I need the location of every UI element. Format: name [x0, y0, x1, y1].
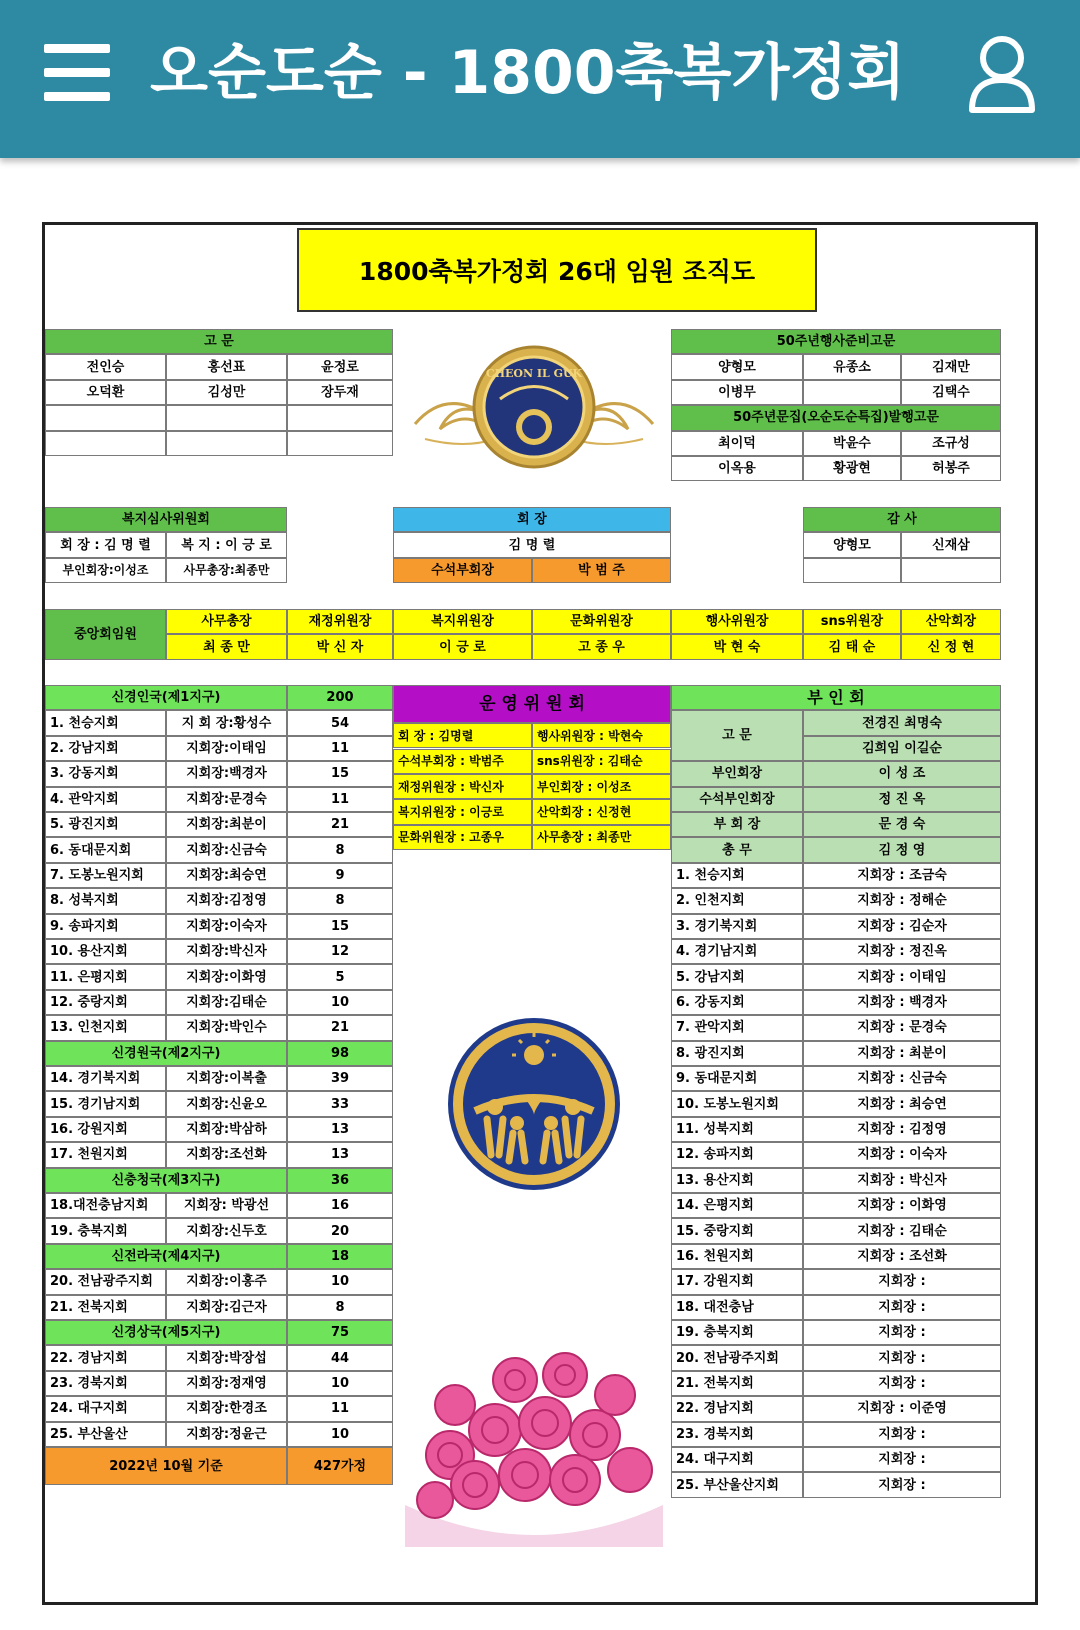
womens-chapter-name: 16. 천원지회	[671, 1244, 803, 1269]
advisor-name: 홍선표	[166, 354, 287, 379]
womens-chapter-name: 23. 경북지회	[671, 1422, 803, 1447]
chapter-family-count: 10	[287, 1422, 393, 1447]
advisors-header: 고 문	[45, 329, 393, 354]
central-officers-label: 중앙회임원	[45, 609, 166, 660]
menu-button[interactable]	[44, 44, 110, 102]
chapter-family-count: 10	[287, 1269, 393, 1294]
womens-chapter-leader: 지회장 : 이준영	[803, 1396, 1001, 1421]
chapter-name: 8. 성북지회	[45, 888, 166, 913]
womens-chapter-name: 20. 전남광주지회	[671, 1345, 803, 1370]
chapter-name: 4. 관악지회	[45, 787, 166, 812]
chapter-family-count: 44	[287, 1345, 393, 1370]
chapter-leader: 지회장:이홍주	[166, 1269, 287, 1294]
org-chart-image	[42, 222, 1038, 1605]
womens-chapter-name: 11. 성북지회	[671, 1117, 803, 1142]
district-total: 75	[287, 1320, 393, 1345]
womens-chapter-leader: 지회장 : 정진옥	[803, 939, 1001, 964]
womens-chapter-name: 12. 송파지회	[671, 1142, 803, 1167]
womens-chapter-leader: 지회장 :	[803, 1295, 1001, 1320]
womens-chapter-name: 14. 은평지회	[671, 1193, 803, 1218]
womens-chapter-name: 13. 용산지회	[671, 1168, 803, 1193]
welfare-secretary: 사무총장:최종만	[166, 558, 287, 583]
chapter-name: 23. 경북지회	[45, 1371, 166, 1396]
ops-member: 복지위원장 : 이긍로	[393, 799, 532, 824]
womens-advisor-names: 전경진 최명숙	[803, 710, 1001, 735]
chapter-name: 10. 용산지회	[45, 939, 166, 964]
chapter-leader: 지회장:김근자	[166, 1295, 287, 1320]
womens-chapter-name: 5. 강남지회	[671, 964, 803, 989]
womens-chapter-name: 18. 대전충남	[671, 1295, 803, 1320]
president-name: 김 명 렬	[393, 532, 671, 557]
central-officer-name: 신 정 현	[901, 634, 1001, 659]
womens-chapter-name: 10. 도봉노원지회	[671, 1091, 803, 1116]
chapter-name: 13. 인천지회	[45, 1015, 166, 1040]
ops-member: 문화위원장 : 고종우	[393, 825, 532, 850]
advisor-name: 윤정로	[287, 354, 393, 379]
womens-officer-title: 총 무	[671, 837, 803, 862]
central-officer-title: 산악회장	[901, 609, 1001, 634]
central-officer-name: 최 종 만	[166, 634, 287, 659]
chapter-family-count: 10	[287, 990, 393, 1015]
chapter-name: 16. 강원지회	[45, 1117, 166, 1142]
prep-advisor-name: 유종소	[803, 354, 901, 379]
womens-chapter-leader: 지회장 : 이태임	[803, 964, 1001, 989]
ops-member: 회 장 : 김명렬	[393, 723, 532, 748]
chapter-name: 19. 충북지회	[45, 1218, 166, 1243]
chapter-family-count: 16	[287, 1193, 393, 1218]
womens-chapter-leader: 지회장 : 조선화	[803, 1244, 1001, 1269]
district-total: 98	[287, 1041, 393, 1066]
central-officer-title: 문화위원장	[532, 609, 671, 634]
womens-chapter-name: 3. 경기북지회	[671, 914, 803, 939]
publish-advisor-name: 이옥용	[671, 456, 803, 481]
chapter-family-count: 15	[287, 761, 393, 786]
chapter-family-count: 11	[287, 736, 393, 761]
advisor-name	[287, 431, 393, 456]
auditors-header: 감 사	[803, 507, 1001, 532]
district-total: 36	[287, 1168, 393, 1193]
central-officer-name: 박 현 숙	[671, 634, 803, 659]
chapter-name: 12. 중랑지회	[45, 990, 166, 1015]
publish-advisor-name: 최이덕	[671, 431, 803, 456]
advisor-name	[45, 405, 166, 430]
chapter-leader: 지회장:이태임	[166, 736, 287, 761]
hamburger-line	[44, 68, 110, 77]
district-header: 신전라국(제4지구)	[45, 1244, 287, 1269]
chapter-family-count: 8	[287, 837, 393, 862]
central-officer-title: 사무총장	[166, 609, 287, 634]
chapter-name: 7. 도봉노원지회	[45, 863, 166, 888]
womens-officer-name: 정 진 옥	[803, 787, 1001, 812]
womens-chapter-name: 17. 강원지회	[671, 1269, 803, 1294]
chapter-leader: 지회장:신윤오	[166, 1091, 287, 1116]
chapter-name: 6. 동대문지회	[45, 837, 166, 862]
prep-advisor-name: 양형모	[671, 354, 803, 379]
womens-association-header: 부 인 회	[671, 685, 1001, 710]
senior-vp-label: 수석부회장	[393, 558, 532, 583]
chapter-family-count: 13	[287, 1117, 393, 1142]
womens-chapter-leader: 지회장 :	[803, 1371, 1001, 1396]
chapter-leader: 지회장:정윤근	[166, 1422, 287, 1447]
womens-chapter-leader: 지회장 : 김정영	[803, 1117, 1001, 1142]
welfare-welfare: 복 지 : 이 긍 로	[166, 532, 287, 557]
chapter-leader: 지회장:박신자	[166, 939, 287, 964]
womens-chapter-leader: 지회장 :	[803, 1269, 1001, 1294]
publish-advisor-name: 허봉주	[901, 456, 1001, 481]
chapter-leader: 지회장:박삼하	[166, 1117, 287, 1142]
chapter-leader: 지회장:이숙자	[166, 914, 287, 939]
womens-chapter-name: 1. 천승지회	[671, 863, 803, 888]
advisor-name	[45, 431, 166, 456]
ops-member: 행사위원장 : 박현숙	[532, 723, 671, 748]
chapter-leader: 지회장:정재영	[166, 1371, 287, 1396]
womens-chapter-leader: 지회장 : 최승연	[803, 1091, 1001, 1116]
empty-cell	[803, 558, 901, 583]
district-header: 신경인국(제1지구)	[45, 685, 287, 710]
central-officer-name: 박 신 자	[287, 634, 393, 659]
advisor-name: 김성만	[166, 380, 287, 405]
chapter-leader: 지회장:신두호	[166, 1218, 287, 1243]
prep-advisor-name: 이병무	[671, 380, 803, 405]
womens-chapter-leader: 지회장 :	[803, 1320, 1001, 1345]
prep-advisor-name: 김택수	[901, 380, 1001, 405]
publish-advisor-name: 조규성	[901, 431, 1001, 456]
chapter-leader: 지 회 장:황성수	[166, 710, 287, 735]
central-officer-name: 고 종 우	[532, 634, 671, 659]
womens-officer-title: 수석부인회장	[671, 787, 803, 812]
family-emblem-icon	[445, 1015, 623, 1193]
central-officer-title: 복지위원장	[393, 609, 532, 634]
chapter-leader: 지회장:백경자	[166, 761, 287, 786]
chapter-leader: 지회장:박장섭	[166, 1345, 287, 1370]
chapter-leader: 지회장:최분이	[166, 812, 287, 837]
womens-officer-title: 부인회장	[671, 761, 803, 786]
advisor-name	[166, 405, 287, 430]
chapter-name: 21. 전북지회	[45, 1295, 166, 1320]
womens-chapter-leader: 지회장 :	[803, 1345, 1001, 1370]
chapter-family-count: 54	[287, 710, 393, 735]
ops-member: 수석부회장 : 박범주	[393, 749, 532, 774]
womens-chapter-name: 2. 인천지회	[671, 888, 803, 913]
advisor-name: 오덕환	[45, 380, 166, 405]
womens-chapter-leader: 지회장 : 박신자	[803, 1168, 1001, 1193]
central-officer-title: sns위원장	[803, 609, 901, 634]
womens-chapter-leader: 지회장 :	[803, 1422, 1001, 1447]
district-total: 18	[287, 1244, 393, 1269]
chapter-leader: 지회장:김정영	[166, 888, 287, 913]
womens-officer-name: 김 정 영	[803, 837, 1001, 862]
womens-chapter-name: 24. 대구지회	[671, 1447, 803, 1472]
app-bar	[0, 0, 1080, 158]
central-officer-name: 이 긍 로	[393, 634, 532, 659]
app-title: 오순도순 - 1800축복가정회	[150, 38, 906, 108]
chapter-leader: 지회장:이화영	[166, 964, 287, 989]
hamburger-line	[44, 92, 110, 101]
rose-bouquet-image	[395, 1335, 673, 1547]
advisor-name	[287, 405, 393, 430]
chapter-family-count: 33	[287, 1091, 393, 1116]
chapter-name: 11. 은평지회	[45, 964, 166, 989]
chapter-name: 15. 경기남지회	[45, 1091, 166, 1116]
cheon-il-guk-logo	[395, 329, 673, 479]
chapter-leader: 지회장:김태순	[166, 990, 287, 1015]
advisor-name: 전인승	[45, 354, 166, 379]
chapter-leader: 지회장:박인수	[166, 1015, 287, 1040]
chapter-name: 2. 강남지회	[45, 736, 166, 761]
chapter-family-count: 13	[287, 1142, 393, 1167]
central-officer-title: 행사위원장	[671, 609, 803, 634]
user-icon	[966, 34, 1038, 114]
chapter-leader: 지회장:최승연	[166, 863, 287, 888]
chapter-family-count: 21	[287, 1015, 393, 1040]
chart-title: 1800축복가정회 26대 임원 조직도	[297, 228, 817, 312]
womens-chapter-name: 22. 경남지회	[671, 1396, 803, 1421]
chapter-name: 14. 경기북지회	[45, 1066, 166, 1091]
reference-date: 2022년 10월 기준	[45, 1447, 287, 1485]
total-families: 427가정	[287, 1447, 393, 1485]
advisor-name	[166, 431, 287, 456]
auditor-name: 양형모	[803, 532, 901, 557]
womens-advisor-names: 김희임 이길순	[803, 736, 1001, 761]
womens-chapter-leader: 지회장 : 정해순	[803, 888, 1001, 913]
prep-advisors-header: 50주년행사준비고문	[671, 329, 1001, 354]
chapter-name: 17. 천원지회	[45, 1142, 166, 1167]
welfare-committee-header: 복지심사위원회	[45, 507, 287, 532]
chapter-family-count: 20	[287, 1218, 393, 1243]
chapter-family-count: 10	[287, 1371, 393, 1396]
chapter-name: 9. 송파지회	[45, 914, 166, 939]
chapter-leader: 지회장:한경조	[166, 1396, 287, 1421]
womens-chapter-name: 7. 관악지회	[671, 1015, 803, 1040]
chapter-family-count: 11	[287, 787, 393, 812]
womens-chapter-leader: 지회장 : 이화영	[803, 1193, 1001, 1218]
womens-chapter-leader: 지회장 : 신금숙	[803, 1066, 1001, 1091]
womens-chapter-leader: 지회장 : 김태순	[803, 1218, 1001, 1243]
prep-advisor-name: 김재만	[901, 354, 1001, 379]
chapter-leader: 지회장:문경숙	[166, 787, 287, 812]
empty-cell	[901, 558, 1001, 583]
chapter-name: 25. 부산울산	[45, 1422, 166, 1447]
welfare-womens-president: 부인회장:이성조	[45, 558, 166, 583]
womens-chapter-leader: 지회장 :	[803, 1447, 1001, 1472]
womens-chapter-leader: 지회장 : 문경숙	[803, 1015, 1001, 1040]
chapter-leader: 지회장: 박광선	[166, 1193, 287, 1218]
hamburger-line	[44, 44, 110, 53]
central-officer-title: 재정위원장	[287, 609, 393, 634]
chapter-family-count: 8	[287, 888, 393, 913]
womens-chapter-name: 19. 충북지회	[671, 1320, 803, 1345]
operations-committee-header: 운 영 위 원 회	[393, 685, 671, 723]
womens-chapter-name: 8. 광진지회	[671, 1041, 803, 1066]
ops-member: 재정위원장 : 박신자	[393, 774, 532, 799]
womens-chapter-leader: 지회장 : 조금숙	[803, 863, 1001, 888]
chapter-leader: 지회장:신금숙	[166, 837, 287, 862]
chapter-family-count: 21	[287, 812, 393, 837]
district-header: 신경상국(제5지구)	[45, 1320, 287, 1345]
chapter-name: 24. 대구지회	[45, 1396, 166, 1421]
auditor-name: 신재삼	[901, 532, 1001, 557]
womens-officer-name: 이 성 조	[803, 761, 1001, 786]
chapter-family-count: 9	[287, 863, 393, 888]
publish-advisor-name: 황광현	[803, 456, 901, 481]
chapter-family-count: 15	[287, 914, 393, 939]
chapter-name: 22. 경남지회	[45, 1345, 166, 1370]
womens-chapter-leader: 지회장 :	[803, 1472, 1001, 1497]
prep-advisor-name	[803, 380, 901, 405]
user-button[interactable]	[966, 34, 1038, 114]
ops-member: sns위원장 : 김태순	[532, 749, 671, 774]
publish-advisors-header: 50주년문집(오순도순특집)발행고문	[671, 405, 1001, 430]
central-officer-name: 김 태 순	[803, 634, 901, 659]
womens-chapter-leader: 지회장 : 최분이	[803, 1041, 1001, 1066]
womens-chapter-name: 21. 전북지회	[671, 1371, 803, 1396]
chapter-family-count: 12	[287, 939, 393, 964]
chapter-leader: 지회장:이복출	[166, 1066, 287, 1091]
advisor-name: 장두재	[287, 380, 393, 405]
chapter-leader: 지회장:조선화	[166, 1142, 287, 1167]
womens-chapter-leader: 지회장 : 이숙자	[803, 1142, 1001, 1167]
district-header: 신충청국(제3지구)	[45, 1168, 287, 1193]
chapter-family-count: 39	[287, 1066, 393, 1091]
ops-member: 산악회장 : 신정현	[532, 799, 671, 824]
womens-chapter-name: 25. 부산울산지회	[671, 1472, 803, 1497]
district-total: 200	[287, 685, 393, 710]
chapter-family-count: 8	[287, 1295, 393, 1320]
publish-advisor-name: 박윤수	[803, 431, 901, 456]
chapter-name: 20. 전남광주지회	[45, 1269, 166, 1294]
chapter-name: 18.대전충남지회	[45, 1193, 166, 1218]
chapter-name: 1. 천승지회	[45, 710, 166, 735]
chapter-family-count: 11	[287, 1396, 393, 1421]
chapter-name: 5. 광진지회	[45, 812, 166, 837]
district-header: 신경원국(제2지구)	[45, 1041, 287, 1066]
chapter-family-count: 5	[287, 964, 393, 989]
welfare-president: 회 장 : 김 명 렬	[45, 532, 166, 557]
logo-text: CHEON IL GUK	[485, 367, 583, 380]
womens-chapter-name: 9. 동대문지회	[671, 1066, 803, 1091]
ops-member: 사무총장 : 최종만	[532, 825, 671, 850]
ops-member: 부인회장 : 이성조	[532, 774, 671, 799]
president-header: 회 장	[393, 507, 671, 532]
womens-chapter-name: 6. 강동지회	[671, 990, 803, 1015]
womens-officer-name: 문 경 숙	[803, 812, 1001, 837]
chapter-name: 3. 강동지회	[45, 761, 166, 786]
womens-officer-title: 부 회 장	[671, 812, 803, 837]
womens-chapter-leader: 지회장 : 백경자	[803, 990, 1001, 1015]
womens-chapter-leader: 지회장 : 김순자	[803, 914, 1001, 939]
senior-vp-name: 박 범 주	[532, 558, 671, 583]
womens-advisors-label: 고 문	[671, 710, 803, 761]
womens-chapter-name: 15. 중랑지회	[671, 1218, 803, 1243]
womens-chapter-name: 4. 경기남지회	[671, 939, 803, 964]
